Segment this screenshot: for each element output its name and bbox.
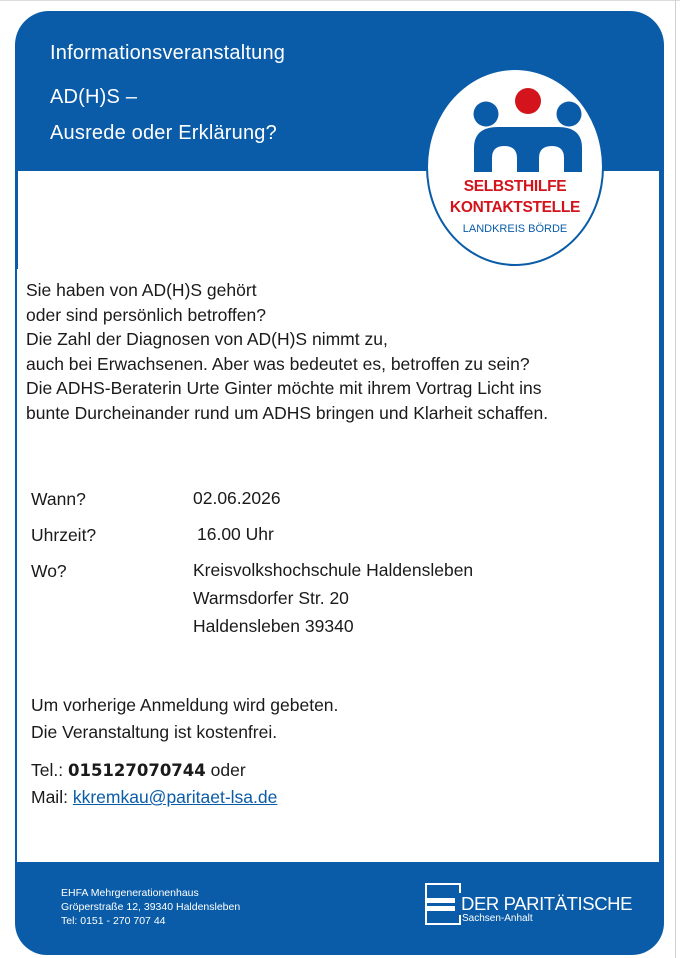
brand-region: Sachsen-Anhalt <box>462 913 533 924</box>
when-value: 02.06.2026 <box>193 488 281 508</box>
time-value: 16.00 Uhr <box>197 524 274 544</box>
footer-address <box>61 886 240 928</box>
mail-label: Mail: <box>31 787 68 807</box>
footer-org-name: EHFA Mehrgenerationenhaus <box>61 887 199 899</box>
footer-phone: Tel: 0151 - 270 707 44 <box>61 915 166 927</box>
equals-bar-icon <box>425 906 455 911</box>
logo-text-selbsthilfe: SELBSTHILFE <box>463 178 567 195</box>
where-line: Haldensleben 39340 <box>193 616 354 636</box>
where-value <box>193 556 473 640</box>
mail-line <box>31 784 277 811</box>
page-edge-right <box>675 0 676 958</box>
where-line: Warmsdorfer Str. 20 <box>193 588 349 608</box>
intro-line: Die Zahl der Diagnosen von AD(H)S nimmt zu, <box>26 329 388 350</box>
event-type-title: Informationsveranstaltung <box>50 42 286 64</box>
where-line: Kreisvolkshochschule Haldensleben <box>193 560 474 580</box>
equals-box-icon-edge <box>459 915 461 925</box>
frame-border-left <box>15 171 18 269</box>
paritaetische-logo <box>425 883 635 929</box>
intro-paragraph <box>26 278 548 426</box>
time-label: Uhrzeit? <box>31 525 97 545</box>
event-subtitle: Ausrede oder Erklärung? <box>50 122 277 144</box>
phone-line <box>31 757 277 784</box>
page-edge-top <box>0 0 680 1</box>
registration-notes <box>31 692 338 746</box>
registration-note: Um vorherige Anmeldung wird gebeten. <box>31 695 339 715</box>
email-link[interactable]: kkremkau@paritaet-lsa.de <box>72 787 278 807</box>
intro-line: auch bei Erwachsenen. Aber was bedeutet es, betroffen zu sein? <box>26 353 530 374</box>
footer-street: Gröperstraße 12, 39340 Haldensleben <box>61 901 241 913</box>
intro-line: bunte Durcheinander rund um ADHS bringen und Klarheit schaffen. <box>26 402 549 423</box>
phone-label: Tel.: <box>31 760 64 780</box>
phone-number[interactable]: 015127070744 <box>67 761 206 780</box>
footer-banner <box>15 862 664 955</box>
intro-line: Sie haben von AD(H)S gehört <box>26 280 257 300</box>
frame-border-left-lower <box>15 269 17 863</box>
cost-note: Die Veranstaltung ist kostenfrei. <box>31 722 278 742</box>
equals-box-icon <box>425 883 461 925</box>
equals-box-icon-edge <box>459 883 461 893</box>
brand-name: DER PARITÄTISCHE <box>461 893 633 914</box>
intro-line: oder sind persönlich betroffen? <box>26 304 266 325</box>
equals-bar-icon <box>425 898 455 903</box>
intro-line: Die ADHS-Beraterin Urte Ginter möchte mit ihrem Vortrag Licht ins <box>26 378 542 399</box>
when-label: Wann? <box>31 489 86 509</box>
logo-text-landkreis: LANDKREIS BÖRDE <box>462 223 568 235</box>
contact-info <box>31 757 277 811</box>
phone-suffix: oder <box>210 760 246 780</box>
frame-border-right <box>659 171 664 863</box>
where-label: Wo? <box>31 561 67 581</box>
flyer-card <box>15 11 664 955</box>
event-topic-title: AD(H)S – <box>50 86 138 108</box>
selbsthilfe-logo <box>426 68 604 266</box>
logo-text-kontaktstelle: KONTAKTSTELLE <box>449 199 581 216</box>
